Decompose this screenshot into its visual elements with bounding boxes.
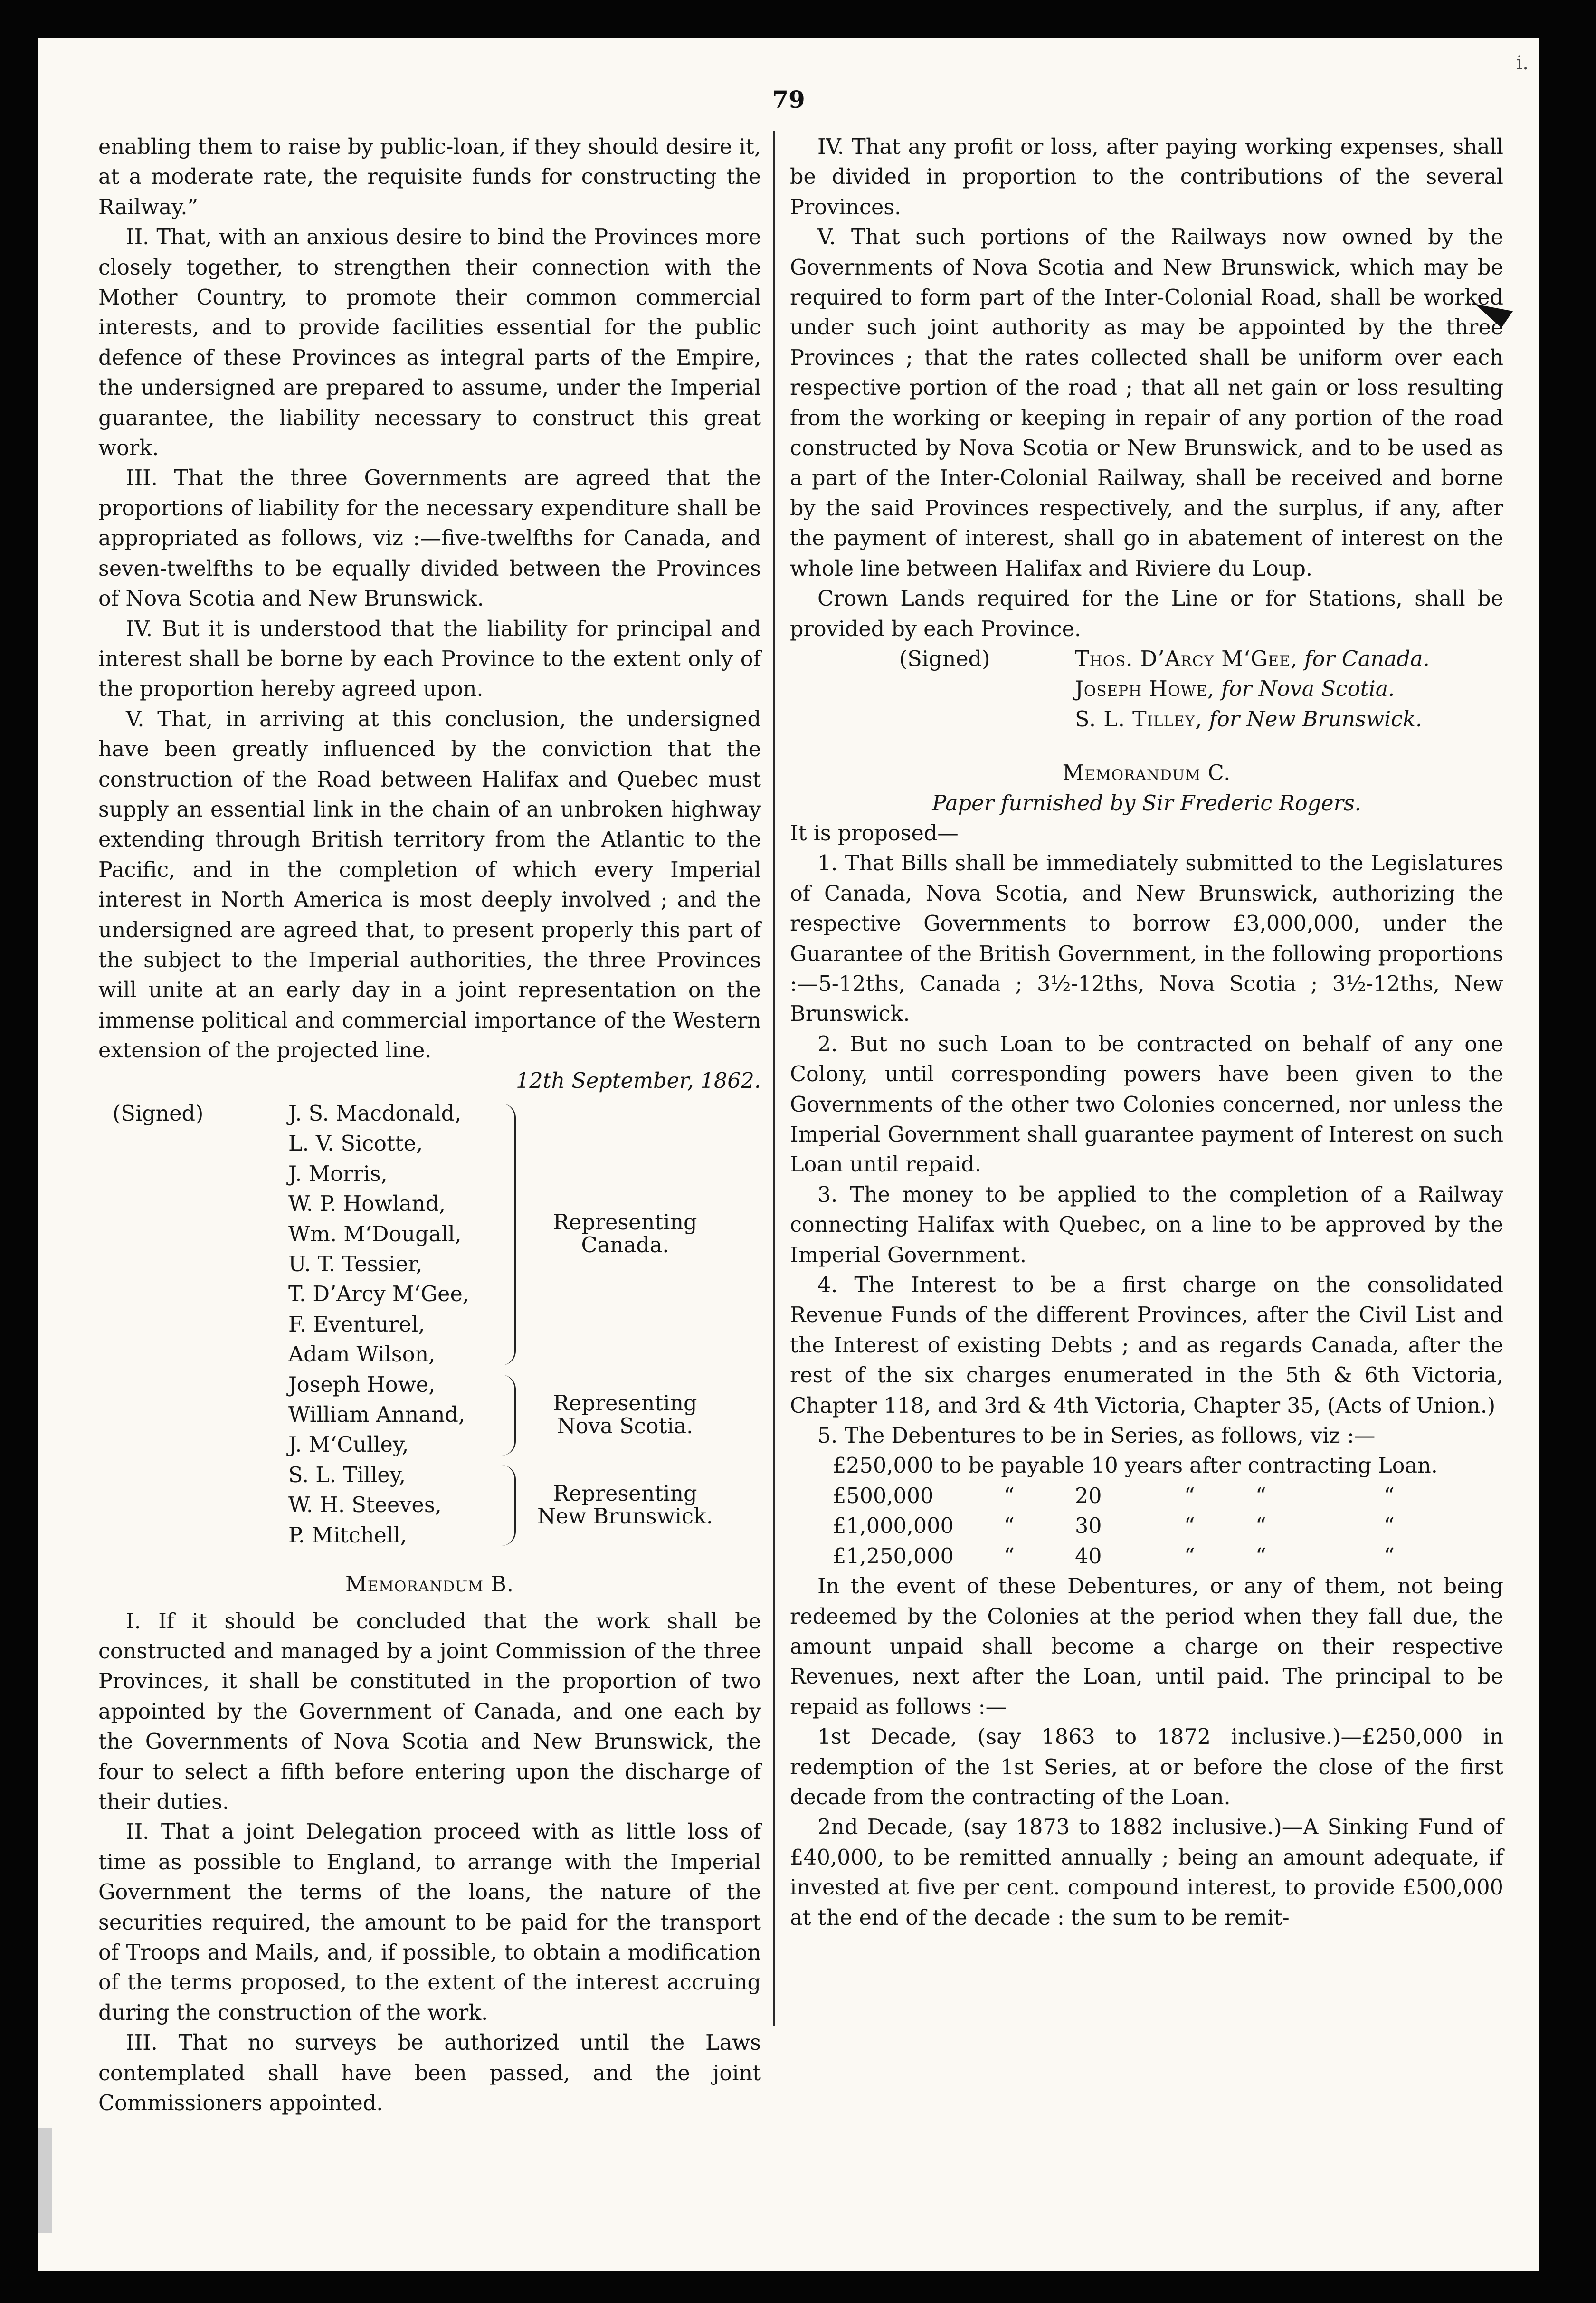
canada-names bbox=[288, 1099, 497, 1370]
signatory-name: L. V. Sicotte, bbox=[288, 1132, 423, 1156]
new-brunswick-names bbox=[288, 1460, 497, 1551]
signatory-name: Joseph Howe, bbox=[288, 1372, 436, 1397]
debenture-row bbox=[833, 1511, 1503, 1541]
new-brunswick-group bbox=[288, 1460, 761, 1551]
left-column bbox=[98, 132, 761, 2118]
paragraph: III. That the three Governments are agreed that the proportions of liability for the necessary expenditure shall be appropriated as follows, viz :—five-twelfths for Canada, and seven-twelfths to be equally divided between the Provinces of Nova Scotia and New Brunswick. bbox=[98, 466, 761, 611]
paragraph: IV. That any profit or loss, after paying working expenses, shall be divided in proportion to the contributions of the several Provinces. bbox=[790, 135, 1503, 219]
debenture-cell: “ bbox=[1004, 1544, 1015, 1569]
paragraph: IV. But it is understood that the liability for principal and interest shall be borne by each Province to the extent only of the proportion hereby agreed upon. bbox=[98, 617, 761, 702]
paragraph: 2nd Decade, (say 1873 to 1882 inclusive.)—A Sinking Fund of £40,000, to be remitted annually ; being an amount adequate, if invested at five per cent. compound interest, to provide £500,000 at the end of the decade : the sum to be remit- bbox=[790, 1815, 1503, 1930]
debenture-cell: “ bbox=[1184, 1484, 1195, 1508]
corner-mark: i. bbox=[1516, 52, 1529, 74]
debenture-cell: “ bbox=[1184, 1514, 1195, 1539]
column-divider bbox=[773, 131, 775, 2026]
debenture-cell: “ bbox=[1384, 1544, 1395, 1569]
paragraph: II. That a joint Delegation proceed with as little loss of time as possible to England, to arrange with the Imperial Government the terms of the loans, the nature of the securities required, the amount to be paid for the transport of Troops and Mails, and, if possible, to obtain a modification of the terms proposed, to the extent of the interest accruing during the construction of the work. bbox=[98, 1820, 761, 2025]
signatory-name: J. M‘Culley, bbox=[288, 1433, 409, 1457]
memorandum-c-title: Memorandum C. bbox=[1062, 761, 1231, 786]
page-number: 79 bbox=[772, 86, 805, 114]
signatory bbox=[1075, 674, 1503, 704]
debenture-row bbox=[833, 1481, 1503, 1511]
debenture-cell: 30 bbox=[1075, 1514, 1102, 1539]
signatory bbox=[1075, 704, 1503, 734]
paragraph: 1st Decade, (say 1863 to 1872 inclusive.)—£250,000 in redemption of the 1st Series, at or before the close of the first decade from the contracting of the Loan. bbox=[790, 1725, 1503, 1809]
memorandum-c-subtitle: Paper furnished by Sir Frederic Rogers. bbox=[932, 791, 1361, 816]
signatory-name: S. L. Tilley, bbox=[288, 1463, 406, 1487]
signed-label: (Signed) bbox=[113, 1102, 204, 1126]
debenture-first-line: £250,000 to be payable 10 years after contracting Loan. bbox=[833, 1454, 1438, 1478]
signatory-name: T. D’Arcy M‘Gee, bbox=[288, 1282, 469, 1307]
signatures-block bbox=[98, 1099, 761, 1551]
debenture-cell: “ bbox=[1255, 1544, 1266, 1569]
signatory-for: for Canada. bbox=[1304, 647, 1430, 671]
signatory-name: F. Eventurel, bbox=[288, 1312, 425, 1337]
signatory-name: Wm. M‘Dougall, bbox=[288, 1222, 462, 1247]
signatory-for: for New Brunswick. bbox=[1209, 707, 1423, 732]
memorandum-b-title: Memorandum B. bbox=[345, 1572, 514, 1597]
date-line: 12th September, 1862. bbox=[516, 1068, 761, 1093]
nova-scotia-representing: Representing Nova Scotia. bbox=[553, 1391, 697, 1438]
document-page bbox=[38, 38, 1539, 2271]
signatures-c bbox=[790, 704, 1503, 734]
signatory-name: W. H. Steeves, bbox=[288, 1493, 442, 1518]
edge-mark bbox=[38, 2128, 52, 2233]
debenture-cell: 20 bbox=[1075, 1484, 1102, 1508]
signatory-name: J. S. Macdonald, bbox=[288, 1102, 462, 1126]
signatory-name: Joseph Howe, bbox=[1075, 677, 1215, 702]
canada-representing: Representing Canada. bbox=[553, 1210, 697, 1258]
signatures-c bbox=[790, 644, 1503, 674]
debenture-cell: “ bbox=[1004, 1514, 1015, 1539]
debenture-cell: “ bbox=[1004, 1484, 1015, 1508]
signatory-name: U. T. Tessier, bbox=[288, 1252, 423, 1277]
signatory-name: S. L. Tilley, bbox=[1075, 707, 1203, 732]
debenture-cell: “ bbox=[1255, 1514, 1266, 1539]
signatory-name: J. Morris, bbox=[288, 1161, 388, 1186]
debenture-cell: 40 bbox=[1075, 1544, 1102, 1569]
nova-scotia-names bbox=[288, 1370, 497, 1460]
paragraph: 2. But no such Loan to be contracted on behalf of any one Colony, until corresponding powers have been given to the Governments of the other two Colonies concerned, nor unless the Imperial Government shall guarantee payment of Interest on such Loan until repaid. bbox=[790, 1032, 1503, 1177]
paragraph: III. That no surveys be authorized until the Laws contemplated shall have been passed, and the joint Commissioners appointed. bbox=[98, 2031, 761, 2115]
paragraph: It is proposed— bbox=[790, 821, 959, 846]
debenture-cell: £1,000,000 bbox=[833, 1514, 954, 1539]
debenture-cell: £1,250,000 bbox=[833, 1544, 954, 1569]
debenture-table bbox=[790, 1481, 1503, 1571]
paragraph: II. That, with an anxious desire to bind the Provinces more closely together, to strengthen their connection with the Mother Country, to promote their common commercial interests, and to provide facilities essential for the public defence of these Provinces as integral parts of the Empire, the undersigned are prepared to assume, under the Imperial guarantee, the liability necessary to construct this great work. bbox=[98, 225, 761, 461]
brace bbox=[497, 1104, 516, 1365]
paragraph: 4. The Interest to be a first charge on the consolidated Revenue Funds of the different Provinces, after the Civil List and the Interest of existing Debts ; and as regards Canada, after the rest of the six charges enumerated in the 5th & 6th Victoria, Chapter 118, and 3rd & 4th Victoria, Chapter 35, (Acts of Union.) bbox=[790, 1273, 1503, 1418]
signatures-c bbox=[790, 674, 1503, 704]
signatory-for: for Nova Scotia. bbox=[1221, 677, 1395, 702]
debenture-cell: “ bbox=[1384, 1484, 1395, 1508]
signatory-name: W. P. Howland, bbox=[288, 1192, 446, 1217]
paragraph: Crown Lands required for the Line or for Stations, shall be provided by each Province. bbox=[790, 587, 1503, 641]
nova-scotia-group bbox=[288, 1370, 761, 1460]
signatory-name: William Annand, bbox=[288, 1403, 466, 1427]
paragraph: In the event of these Debentures, or any of them, not being redeemed by the Colonies at the period when they fall due, the amount unpaid shall become a charge on their respective Revenues, next after the Loan, until paid. The principal to be repaid as follows :— bbox=[790, 1574, 1503, 1719]
paragraph: 1. That Bills shall be immediately submitted to the Legislatures of Canada, Nova Scotia, and New Brunswick, authorizing the respective Governments to borrow £3,000,000, under the Guarantee of the British Government, in the following proportions :—5-12ths, Canada ; 3½-12ths, Nova Scotia ; 3½-12ths, New Brunswick. bbox=[790, 851, 1503, 1027]
signatory-name: Thos. D’Arcy M‘Gee, bbox=[1075, 647, 1298, 671]
paragraph: I. If it should be concluded that the work shall be constructed and managed by a joint Commission of the three Provinces, it shall be constituted in the proportion of two appointed by the Government of Canada, and one each by the Governments of Nova Scotia and New Brunswick, the four to select a fifth before entering upon the discharge of their duties. bbox=[98, 1609, 761, 1814]
paragraph: V. That such portions of the Railways now owned by the Governments of Nova Scotia and New Brunswick, which may be required to form part of the Inter-Colonial Road, shall be worked under such joint authority as may be appointed by the three Provinces ; that the rates collected shall be uniform over each respective portion of the road ; that all net gain or loss resulting from the working or keeping in repair of any portion of the road constructed by Nova Scotia or New Brunswick, and to be used as a part of the Inter-Colonial Railway, shall be received and borne by the said Provinces respectively, and the surplus, if any, after the payment of interest, shall go in abatement of interest on the whole line between Halifax and Riviere du Loup. bbox=[790, 225, 1503, 581]
right-column bbox=[790, 132, 1503, 1933]
new-brunswick-representing: Representing New Brunswick. bbox=[537, 1481, 713, 1529]
debenture-cell: “ bbox=[1184, 1544, 1195, 1569]
debenture-cell: “ bbox=[1255, 1484, 1266, 1508]
debenture-cell: £500,000 bbox=[833, 1484, 934, 1508]
paragraph: 3. The money to be applied to the completion of a Railway connecting Halifax with Quebec, on a line to be approved by the Imperial Government. bbox=[790, 1182, 1503, 1267]
debenture-cell: “ bbox=[1384, 1514, 1395, 1539]
paragraph: 5. The Debentures to be in Series, as follows, viz :— bbox=[817, 1424, 1376, 1448]
signatory bbox=[1075, 644, 1503, 674]
debenture-row bbox=[833, 1542, 1503, 1571]
paragraph: V. That, in arriving at this conclusion, the undersigned have been greatly influenced by the conviction that the construction of the Road between Halifax and Quebec must supply an essential link in the chain of an unbroken highway extending through British territory from the Atlantic to the Pacific, and in the completion of which every Imperial interest in North America is most deeply involved ; and the undersigned are agreed that, to present properly this part of the subject to the Imperial authorities, the three Provinces will unite at an early day in a joint representation on the immense political and commercial importance of the Western extension of the projected line. bbox=[98, 707, 761, 1063]
brace bbox=[497, 1465, 516, 1546]
signatory-name: Adam Wilson, bbox=[288, 1342, 436, 1367]
brace bbox=[497, 1375, 516, 1456]
signature-groups bbox=[288, 1099, 761, 1551]
signed-label: (Signed) bbox=[899, 647, 990, 671]
signatory-name: P. Mitchell, bbox=[288, 1523, 407, 1548]
paragraph: enabling them to raise by public-loan, if they should desire it, at a moderate rate, the requisite funds for constructing the Railway.” bbox=[98, 135, 761, 219]
canada-group bbox=[288, 1099, 761, 1370]
